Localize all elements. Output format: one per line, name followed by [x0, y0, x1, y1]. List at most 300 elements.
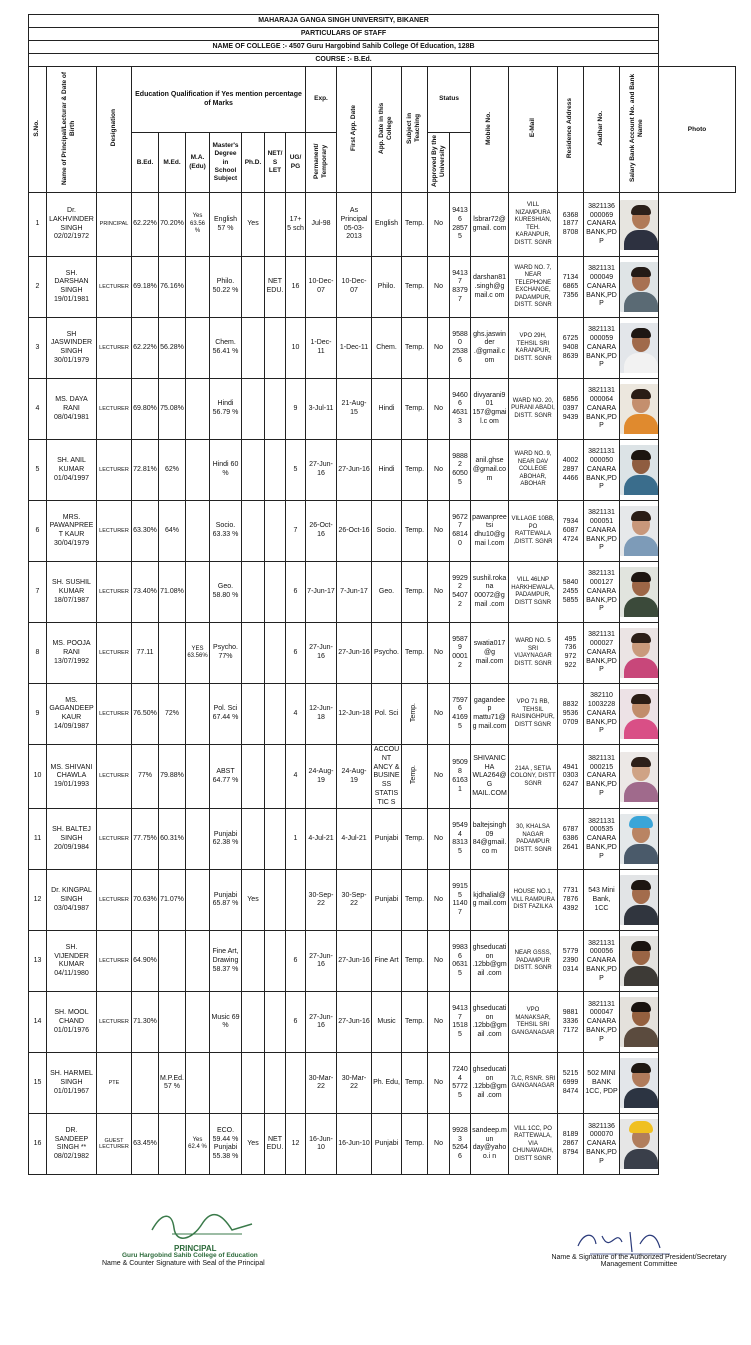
cell-bed: 72.81%: [132, 440, 159, 501]
cell-mobile: 96727 68140: [450, 501, 471, 562]
staff-name: SH JASWINDER SINGH: [50, 330, 93, 356]
cell-med: 71.07%: [159, 870, 186, 931]
cell-address: WARD NO. 7, NEAR TELEPHONE EXCHANGE, PADAMPUR, DISTT. SGNR: [509, 257, 558, 318]
cell-bank: 543 Mini Bank, 1CC: [584, 870, 620, 931]
cell-approved: No: [428, 809, 450, 870]
cell-status: Temp.: [402, 623, 428, 684]
cell-approved: No: [428, 992, 450, 1053]
cell-med: 76.16%: [159, 257, 186, 318]
staff-name: SH. HARMEL SINGH: [50, 1070, 93, 1086]
cell-phd: Yes: [242, 1114, 265, 1175]
staff-name: SH. DARSHAN SINGH: [54, 269, 89, 295]
staff-photo: [620, 1058, 659, 1108]
col-subject: Subject in Teaching: [402, 67, 428, 193]
staff-dob: 20/09/1984: [53, 843, 90, 851]
cell-subject: Philo.: [372, 257, 402, 318]
table-row: [29, 379, 736, 440]
cell-photo: [620, 562, 659, 623]
cell-photo: [620, 931, 659, 992]
cell-email: kjdhalial@g mail.com: [471, 870, 509, 931]
cell-net: [265, 809, 286, 870]
cell-designation: PRINCIPAL: [97, 193, 132, 257]
cell-sno: 15: [29, 1053, 47, 1114]
cell-exp: 1: [286, 809, 306, 870]
cell-masters: ECO. 59.44 % Punjabi 55.38 %: [210, 1114, 242, 1175]
cell-designation: LECTURER: [97, 562, 132, 623]
cell-net: [265, 623, 286, 684]
cell-address: VILL NIZAMPURA KURESHIAN, TEH. KARANPUR, DISTT. SGNR: [509, 193, 558, 257]
cell-net: [265, 193, 286, 257]
cell-sno: 14: [29, 992, 47, 1053]
cell-maedu: [186, 562, 210, 623]
cell-designation: GUEST LECTURER: [97, 1114, 132, 1175]
cell-name: [47, 501, 97, 562]
cell-aadhar: 6856 0397 9439: [558, 379, 584, 440]
cell-exp: [286, 870, 306, 931]
cell-address: VPO MANAKSAR, TEHSIL SRI GANGANAGAR: [509, 992, 558, 1053]
cell-bank: 3821131 000059 CANARA BANK,PDP: [584, 318, 620, 379]
cell-net: [265, 440, 286, 501]
cell-mobile: 94137 83797: [450, 257, 471, 318]
staff-dob: 08/04/1981: [53, 413, 90, 421]
principal-stamp-college: Guru Hargobind Sahib College of Education: [122, 1252, 258, 1259]
table-row: [29, 809, 736, 870]
cell-sno: 3: [29, 318, 47, 379]
table-row: [29, 318, 736, 379]
cell-app-college: 16-Jun-10: [337, 1114, 372, 1175]
cell-name: [47, 257, 97, 318]
cell-mobile: 72404 57725: [450, 1053, 471, 1114]
cell-med: 56.28%: [159, 318, 186, 379]
principal-signature-block: [92, 1210, 292, 1270]
cell-net: [265, 318, 286, 379]
president-signature: [570, 1224, 680, 1258]
cell-net: [265, 992, 286, 1053]
cell-sno: 10: [29, 745, 47, 809]
cell-name: [47, 809, 97, 870]
col-residence: Residence Address: [558, 67, 584, 193]
cell-first-app: 4-Jul-21: [306, 809, 337, 870]
cell-med: [159, 623, 186, 684]
staff-photo: [620, 323, 659, 373]
cell-address: WARD NO. 20, PURANI ABADI, DISTT. SGNR: [509, 379, 558, 440]
cell-app-college: 27-Jun-16: [337, 623, 372, 684]
cell-mobile: 99836 06315: [450, 931, 471, 992]
cell-med: 75.08%: [159, 379, 186, 440]
cell-aadhar: 7134 6865 7356: [558, 257, 584, 318]
table-row: [29, 623, 736, 684]
table-row: [29, 193, 736, 257]
cell-maedu: [186, 992, 210, 1053]
cell-maedu: [186, 257, 210, 318]
staff-name: MS. SHIVANI CHAWLA: [50, 763, 93, 780]
table-row: [29, 440, 736, 501]
cell-address: HOUSE NO.1, VILL RAMPURA DIST FAZILKA: [509, 870, 558, 931]
cell-med: [159, 931, 186, 992]
cell-status: Temp.: [402, 379, 428, 440]
cell-subject: Hindi: [372, 440, 402, 501]
president-caption: Name & Signature of the Authorized President/Secretary Management Committee: [551, 1254, 727, 1268]
cell-approved: No: [428, 623, 450, 684]
cell-exp: 6: [286, 931, 306, 992]
staff-dob: 01/01/1967: [53, 1087, 90, 1095]
university-title: MAHARAJA GANGA SINGH UNIVERSITY, BIKANER: [29, 15, 659, 28]
cell-masters: [210, 1053, 242, 1114]
cell-net: [265, 870, 286, 931]
cell-address: VPO 29H, TEHSIL SRI KARANPUR, DISTT. SGNR: [509, 318, 558, 379]
cell-status: Temp.: [402, 809, 428, 870]
staff-dob: 02/02/1972: [53, 233, 90, 241]
staff-photo: [620, 506, 659, 556]
cell-photo: [620, 870, 659, 931]
cell-sno: 4: [29, 379, 47, 440]
cell-masters: Music 69 %: [210, 992, 242, 1053]
cell-med: 64%: [159, 501, 186, 562]
cell-status: Temp.: [402, 193, 428, 257]
cell-designation: LECTURER: [97, 257, 132, 318]
cell-photo: [620, 1114, 659, 1175]
cell-masters: Punjabi 65.87 %: [210, 870, 242, 931]
cell-designation: LECTURER: [97, 992, 132, 1053]
cell-email: pawanpreetsi dhu10@gmai l.com: [471, 501, 509, 562]
cell-sno: 8: [29, 623, 47, 684]
col-education: Education Qualification if Yes mention percentage of Marks: [132, 67, 306, 133]
cell-maedu: [186, 745, 210, 809]
course-title: COURSE :- B.Ed.: [29, 54, 659, 67]
cell-photo: [620, 992, 659, 1053]
staff-name: MS. POOJA RANI: [52, 640, 91, 656]
col-sno: S.No.: [29, 67, 47, 193]
cell-mobile: 94606 46313: [450, 379, 471, 440]
cell-mobile: 98882 60505: [450, 440, 471, 501]
cell-app-college: 26-Oct-16: [337, 501, 372, 562]
cell-address: WARD NO. 9, NEAR DAV COLLEGE ABOHAR, ABOHAR: [509, 440, 558, 501]
cell-phd: [242, 440, 265, 501]
cell-name: [47, 1114, 97, 1175]
col-approved: Approved By the University: [428, 133, 450, 193]
cell-aadhar: 7934 6087 4724: [558, 501, 584, 562]
cell-phd: [242, 318, 265, 379]
table-row: [29, 1053, 736, 1114]
cell-bank: 3821131 000027 CANARA BANK,PDP: [584, 623, 620, 684]
cell-maedu: YES 63.56%: [186, 623, 210, 684]
col-first-app: First App. Date: [337, 67, 372, 193]
staff-photo: [620, 1119, 659, 1169]
col-mobile: Mobile No.: [471, 67, 509, 193]
cell-phd: [242, 623, 265, 684]
cell-email: SHIVANICHA WLA264@G MAIL.COM: [471, 745, 509, 809]
cell-bed: 76.50%: [132, 684, 159, 745]
cell-bed: 69.80%: [132, 379, 159, 440]
staff-photo: [620, 567, 659, 617]
cell-maedu: [186, 318, 210, 379]
cell-first-app: 27-Jun-16: [306, 931, 337, 992]
cell-photo: [620, 440, 659, 501]
staff-particulars-table: [28, 14, 736, 1175]
cell-photo: [620, 684, 659, 745]
cell-exp: 10: [286, 318, 306, 379]
staff-dob: 30/04/1979: [53, 539, 90, 547]
staff-photo: [620, 384, 659, 434]
cell-masters: Hindi 56.79 %: [210, 379, 242, 440]
staff-photo: [620, 752, 659, 802]
cell-subject: Fine Art: [372, 931, 402, 992]
cell-approved: No: [428, 501, 450, 562]
cell-phd: [242, 992, 265, 1053]
cell-sno: 13: [29, 931, 47, 992]
staff-name: MRS. PAWANPREET KAUR: [49, 513, 94, 539]
col-name: Name of Principal/Lecturar & Date of Birth: [47, 67, 97, 193]
cell-bank: 3821131 000535 CANARA BANK,PDP: [584, 809, 620, 870]
staff-photo: [620, 200, 659, 250]
table-row: [29, 257, 736, 318]
cell-net: NET EDU.: [265, 1114, 286, 1175]
cell-bed: 77%: [132, 745, 159, 809]
cell-first-app: Jul-98: [306, 193, 337, 257]
cell-app-college: 1-Dec-11: [337, 318, 372, 379]
cell-exp: 17+ 5 sch: [286, 193, 306, 257]
cell-bed: 77.75%: [132, 809, 159, 870]
cell-designation: LECTURER: [97, 745, 132, 809]
cell-status: Temp.: [402, 562, 428, 623]
cell-subject: Punjabi: [372, 1114, 402, 1175]
cell-app-college: 24-Aug-19: [337, 745, 372, 809]
cell-mobile: 95098 61631: [450, 745, 471, 809]
cell-photo: [620, 623, 659, 684]
cell-app-college: 7-Jun-17: [337, 562, 372, 623]
cell-phd: Yes: [242, 870, 265, 931]
cell-first-app: 26-Oct-16: [306, 501, 337, 562]
cell-net: [265, 379, 286, 440]
col-photo: Photo: [659, 67, 736, 193]
cell-email: sushil.rokana 00072@gmail .com: [471, 562, 509, 623]
cell-med: 62%: [159, 440, 186, 501]
cell-med: [159, 1114, 186, 1175]
staff-name: SH. VIJENDER KUMAR: [54, 943, 89, 969]
cell-masters: Chem. 56.41 %: [210, 318, 242, 379]
staff-dob: 18/07/1987: [53, 596, 90, 604]
staff-photo: [620, 445, 659, 495]
cell-email: divyarani901 157@gmail.c om: [471, 379, 509, 440]
cell-approved: No: [428, 1114, 450, 1175]
staff-name: MS. GAGANDEEP KAUR: [49, 696, 94, 722]
cell-maedu: Yes 62.4 %: [186, 1114, 210, 1175]
cell-bed: [132, 1053, 159, 1114]
cell-status: Temp.: [402, 931, 428, 992]
cell-mobile: 99283 52646: [450, 1114, 471, 1175]
cell-app-college: 27-Jun-16: [337, 440, 372, 501]
cell-photo: [620, 809, 659, 870]
cell-aadhar: 495 736 972 922: [558, 623, 584, 684]
cell-address: VILL 46LNP HARKHEWALA, PADAMPUR, DISTT SGNR: [509, 562, 558, 623]
cell-subject: English: [372, 193, 402, 257]
cell-email: ghseducation .12bb@gmail .com: [471, 1053, 509, 1114]
cell-email: darshan81.singh@gmail.c om: [471, 257, 509, 318]
cell-mobile: 99155 11407: [450, 870, 471, 931]
cell-bed: 63.45%: [132, 1114, 159, 1175]
cell-phd: [242, 379, 265, 440]
cell-net: [265, 745, 286, 809]
cell-masters: Hindi 60 %: [210, 440, 242, 501]
cell-mobile: 94137 15185: [450, 992, 471, 1053]
cell-bank: 382110 1003228 CANARA BANK,PDP: [584, 684, 620, 745]
staff-name: SH. SUSHIL KUMAR: [52, 579, 91, 595]
cell-photo: [620, 501, 659, 562]
cell-sno: 5: [29, 440, 47, 501]
cell-photo: [620, 1053, 659, 1114]
cell-masters: ABST 64.77 %: [210, 745, 242, 809]
col-ugpg: UG/ PG: [286, 133, 306, 193]
cell-designation: LECTURER: [97, 440, 132, 501]
col-med: M.Ed.: [159, 133, 186, 193]
cell-status: Temp.: [402, 257, 428, 318]
cell-bank: 3821131 000215 CANARA BANK,PDP: [584, 745, 620, 809]
cell-designation: LECTURER: [97, 809, 132, 870]
table-row: [29, 1114, 736, 1175]
staff-dob: 19/01/1993: [53, 781, 90, 789]
cell-net: [265, 684, 286, 745]
cell-designation: LECTURER: [97, 870, 132, 931]
cell-app-college: 12-Jun-18: [337, 684, 372, 745]
staff-dob: 30/01/1979: [53, 356, 90, 364]
cell-exp: 7: [286, 501, 306, 562]
cell-name: [47, 440, 97, 501]
cell-bank: 3821131 000047 CANARA BANK,PDP: [584, 992, 620, 1053]
cell-designation: LECTURER: [97, 501, 132, 562]
cell-bank: 3821131 000050 CANARA BANK,PDP: [584, 440, 620, 501]
col-email: E-Mail: [509, 67, 558, 193]
cell-address: WARD NO. 5 SRI VIJAYNAGAR DISTT. SGNR: [509, 623, 558, 684]
cell-designation: LECTURER: [97, 379, 132, 440]
cell-masters: Philo. 50.22 %: [210, 257, 242, 318]
cell-phd: [242, 257, 265, 318]
cell-mobile: 75976 41695: [450, 684, 471, 745]
cell-app-college: As Principal 05-03-2013: [337, 193, 372, 257]
cell-bank: 3821131 000049 CANARA BANK,PDP: [584, 257, 620, 318]
col-salary: Salary Bank Account No. and Bank Name: [620, 67, 659, 193]
cell-subject: Punjabi: [372, 870, 402, 931]
cell-exp: 4: [286, 684, 306, 745]
staff-dob: 01/04/1997: [53, 474, 90, 482]
col-masters: Master's Degree in School Subject: [210, 133, 242, 193]
cell-first-app: 7-Jun-17: [306, 562, 337, 623]
table-row: [29, 745, 736, 809]
cell-exp: 6: [286, 623, 306, 684]
cell-sno: 1: [29, 193, 47, 257]
cell-photo: [620, 318, 659, 379]
cell-approved: No: [428, 379, 450, 440]
staff-dob: 04/11/1980: [54, 970, 89, 978]
col-bed: B.Ed.: [132, 133, 159, 193]
cell-first-app: 30-Sep-22: [306, 870, 337, 931]
cell-sno: 11: [29, 809, 47, 870]
principal-caption: Name & Counter Signature with Seal of the Principal: [102, 1260, 265, 1267]
cell-mobile: 99292 54072: [450, 562, 471, 623]
cell-bank: 3821136 000069 CANARA BANK,PDP: [584, 193, 620, 257]
cell-med: M.P.Ed. 57 %: [159, 1053, 186, 1114]
cell-subject: Music: [372, 992, 402, 1053]
staff-photo: [620, 997, 659, 1047]
cell-aadhar: 5779 2390 0314: [558, 931, 584, 992]
cell-photo: [620, 379, 659, 440]
cell-subject: Pol. Sci: [372, 684, 402, 745]
cell-subject: Ph. Edu,: [372, 1053, 402, 1114]
cell-net: [265, 1053, 286, 1114]
college-title: NAME OF COLLEGE :- 4507 Guru Hargobind Sahib College Of Education, 128B: [29, 41, 659, 54]
cell-app-college: 27-Jun-16: [337, 992, 372, 1053]
cell-aadhar: 6368 1877 8708: [558, 193, 584, 257]
cell-masters: English 57 %: [210, 193, 242, 257]
cell-first-app: 3-Jul-11: [306, 379, 337, 440]
staff-dob: 19/01/1981: [53, 295, 90, 303]
cell-maedu: Yes 63.56 %: [186, 193, 210, 257]
cell-med: 60.31%: [159, 809, 186, 870]
cell-name: [47, 623, 97, 684]
cell-maedu: [186, 440, 210, 501]
staff-photo: [620, 875, 659, 925]
cell-aadhar: 6787 6386 2641: [558, 809, 584, 870]
cell-aadhar: 7731 7876 4392: [558, 870, 584, 931]
cell-bed: 64.90%: [132, 931, 159, 992]
principal-stamp-title: PRINCIPAL: [174, 1244, 217, 1253]
table-row: [29, 931, 736, 992]
cell-net: [265, 501, 286, 562]
cell-maedu: [186, 931, 210, 992]
cell-bed: 69.18%: [132, 257, 159, 318]
cell-status: Temp.: [402, 870, 428, 931]
cell-exp: 6: [286, 992, 306, 1053]
cell-phd: [242, 1053, 265, 1114]
cell-aadhar: 8832 9536 0709: [558, 684, 584, 745]
staff-name: DR. SANDEEP SINGH **: [54, 1126, 89, 1152]
cell-first-app: 12-Jun-18: [306, 684, 337, 745]
cell-first-app: 1-Dec-11: [306, 318, 337, 379]
staff-dob: 01/01/1976: [53, 1026, 90, 1034]
cell-name: [47, 562, 97, 623]
cell-approved: No: [428, 1053, 450, 1114]
cell-aadhar: 4002 2897 4466: [558, 440, 584, 501]
cell-exp: 6: [286, 562, 306, 623]
cell-first-app: 24-Aug-19: [306, 745, 337, 809]
cell-designation: LECTURER: [97, 931, 132, 992]
staff-dob: 13/07/1992: [53, 657, 90, 665]
cell-approved: No: [428, 931, 450, 992]
cell-bed: 73.40%: [132, 562, 159, 623]
cell-subject: Chem.: [372, 318, 402, 379]
cell-bank: 3821136 000070 CANARA BANK,PDP: [584, 1114, 620, 1175]
table-row: [29, 870, 736, 931]
cell-app-college: 30-Mar-22: [337, 1053, 372, 1114]
particulars-title: PARTICULARS OF STAFF: [29, 28, 659, 41]
cell-name: [47, 379, 97, 440]
table-row: [29, 501, 736, 562]
staff-photo: [620, 689, 659, 739]
col-permanent: Permanent/ Temporary: [306, 133, 337, 193]
cell-email: baltejsingh09 84@gmail.co m: [471, 809, 509, 870]
cell-bank: 502 MINI BANK 1CC, PDP: [584, 1053, 620, 1114]
cell-maedu: [186, 870, 210, 931]
cell-address: 7LC, RSNR. SRI GANGANAGAR: [509, 1053, 558, 1114]
cell-email: lsbrar72@gmail. com: [471, 193, 509, 257]
cell-address: VILLAGE 10BB, PO RATTEWALA ,DISTT. SGNR: [509, 501, 558, 562]
cell-exp: 16: [286, 257, 306, 318]
cell-net: NET EDU.: [265, 257, 286, 318]
cell-med: 70.20%: [159, 193, 186, 257]
cell-address: 30, KHALSA NAGAR PADAMPUR DISTT. SGNR: [509, 809, 558, 870]
cell-maedu: [186, 809, 210, 870]
cell-address: 214A , SETIA COLONY, DISTT SGNR: [509, 745, 558, 809]
cell-photo: [620, 193, 659, 257]
